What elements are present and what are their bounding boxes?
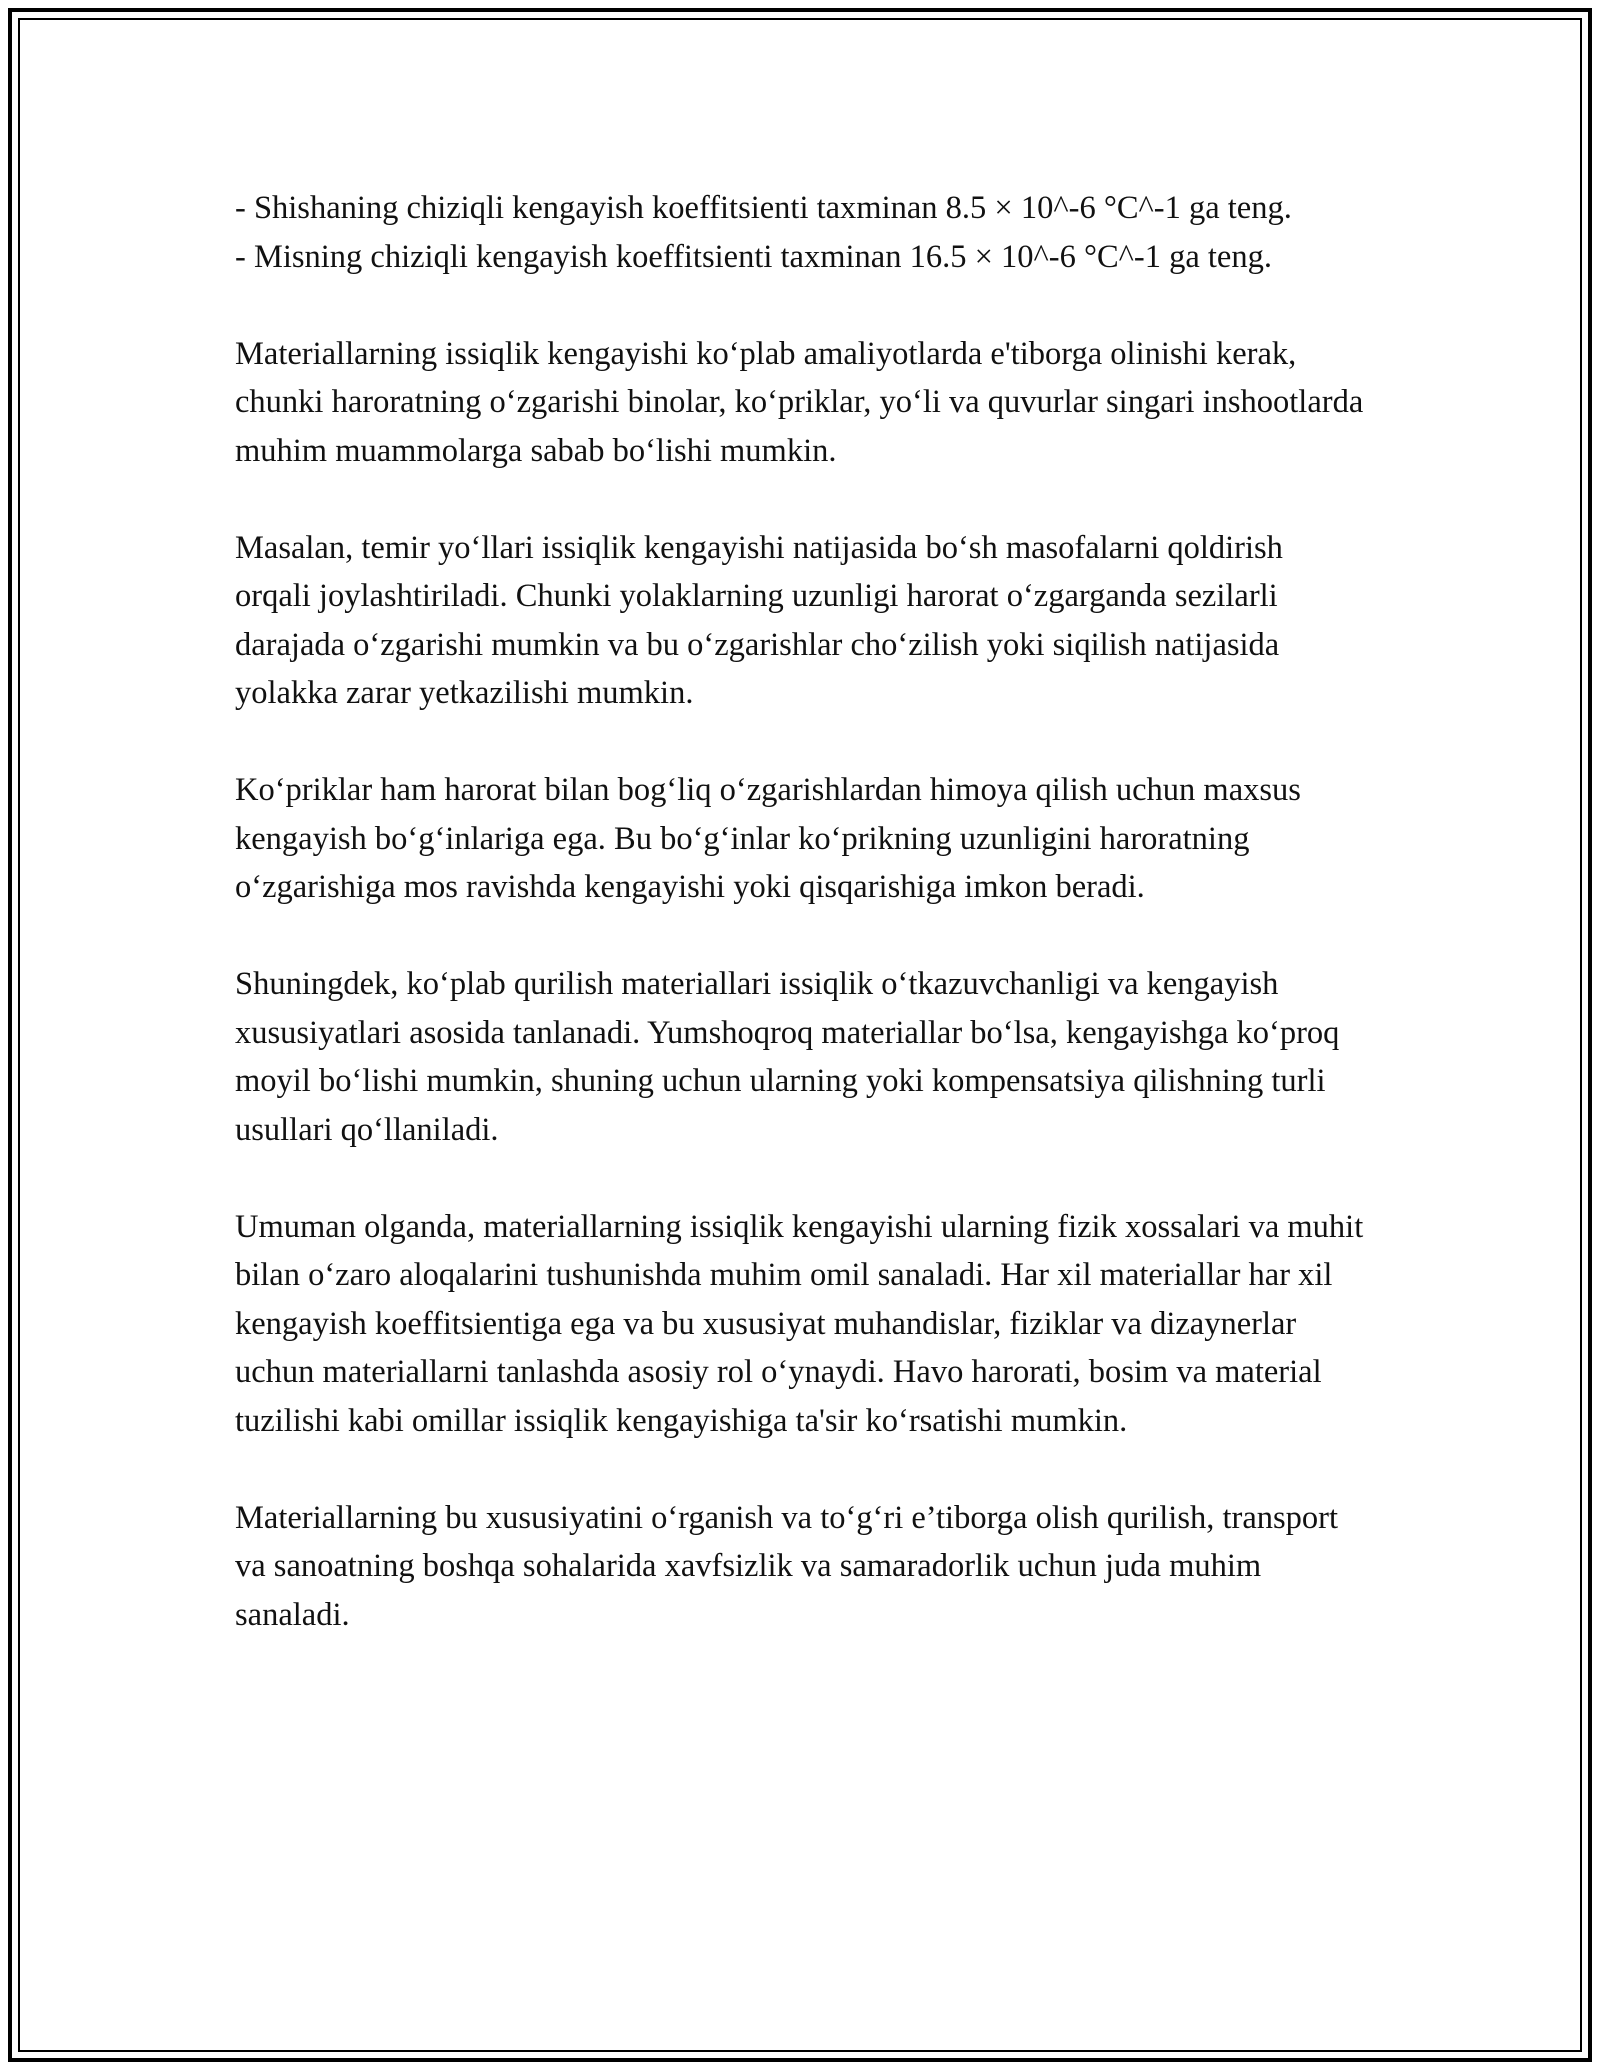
paragraph-practical-importance: Materiallarning issiqlik kengayishi ko‘plab amaliyotlarda e'tiborga olinishi kerak, chunki haroratning o‘zgarishi binolar, ko‘priklar, yo‘li va quvurlar singari inshootlarda muhim muammolarga sabab bo‘lishi mumkin. — [235, 335, 1364, 469]
paragraph-summary: Umuman olganda, materiallarning issiqlik kengayishi ularning fizik xossalari va muhit bilan o‘zaro aloqalarini tushunishda muhim omil sanaladi. Har xil materiallar har xil kengayish koeffitsientiga ega va bu xususiyat muhandislar, fiziklar va dizaynerlar uchun materiallarni tanlashda asosiy rol o‘ynaydi. Havo harorati, bosim va material tuzilishi kabi omillar issiqlik kengayishiga ta'sir ko‘rsatishi mumkin. — [235, 1208, 1364, 1439]
paragraph-construction-materials: Shuningdek, ko‘plab qurilish materiallari issiqlik o‘tkazuvchanligi va kengayish xususiyatlari asosida tanlanadi. Yumshoqroq materiallar bo‘lsa, kengayishga ko‘proq moyil bo‘lishi mumkin, shuning uchun ularning yoki kompensatsiya qilishning turli usullari qo‘llaniladi. — [235, 966, 1340, 1148]
paragraph-conclusion: Materiallarning bu xususiyatini o‘rganish va to‘g‘ri e’tiborga olish qurilish, transport va sanoatning boshqa sohalarida xavfsizlik va samaradorlik uchun juda muhim sanaladi. — [235, 1499, 1339, 1633]
document-body — [235, 184, 1365, 1639]
bullet-glass-coefficient: - Shishaning chiziqli kengayish koeffitsienti taxminan 8.5 × 10^-6 °C^-1 ga teng. — [235, 190, 1292, 226]
bullet-copper-coefficient: - Misning chiziqli kengayish koeffitsienti taxminan 16.5 × 10^-6 °C^-1 ga teng. — [235, 238, 1272, 275]
paragraph-railways: Masalan, temir yo‘llari issiqlik kengayishi natijasida bo‘sh masofalarni qoldirish orqali joylashtiriladi. Chunki yolaklarning uzunligi harorat o‘zgarganda sezilarli darajada o‘zgarishi mumkin va bu o‘zgarishlar cho‘zilish yoki siqilish natijasida yolakka zarar yetkazilishi mumkin. — [235, 529, 1283, 711]
paragraph-bridges: Ko‘priklar ham harorat bilan bog‘liq o‘zgarishlardan himoya qilish uchun maxsus kengayish bo‘g‘inlariga ega. Bu bo‘g‘inlar ko‘prikning uzunligini haroratning o‘zgarishiga mos ravishda kengayishi yoki qisqarishiga imkon beradi. — [235, 772, 1301, 905]
